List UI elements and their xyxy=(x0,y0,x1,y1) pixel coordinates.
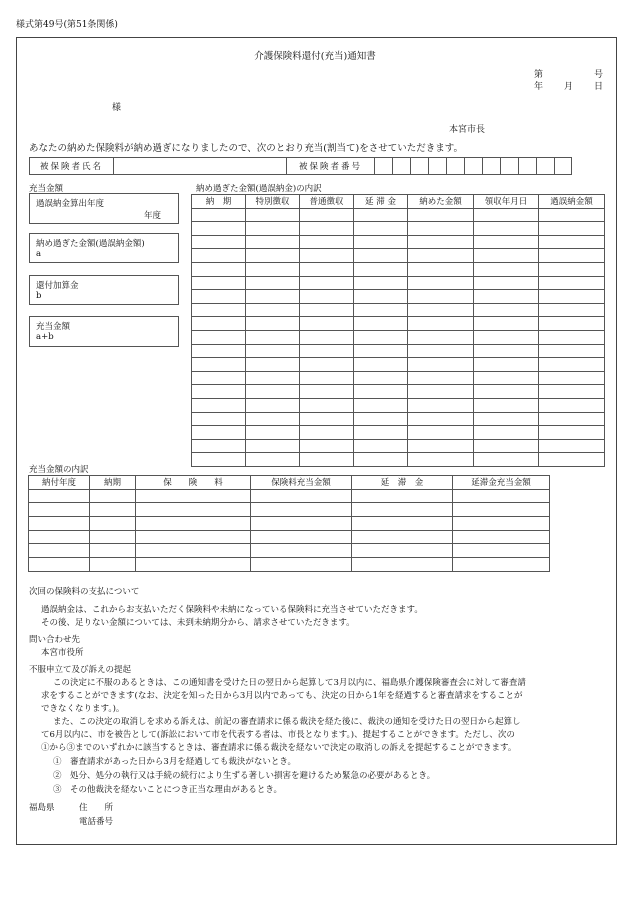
overpaid-amount-title: 納め過ぎた金額(過誤納金額) xyxy=(36,239,145,249)
table-cell[interactable] xyxy=(246,317,300,331)
table-cell[interactable] xyxy=(300,208,354,222)
table-cell[interactable] xyxy=(29,544,90,558)
table-cell[interactable] xyxy=(192,371,246,385)
table-cell[interactable] xyxy=(539,222,605,236)
table-cell[interactable] xyxy=(354,371,408,385)
table-cell[interactable] xyxy=(408,385,474,399)
insured-number-digit[interactable] xyxy=(465,158,483,175)
table-cell[interactable] xyxy=(474,344,539,358)
number-suffix: 号 xyxy=(594,70,604,80)
insured-number-digit[interactable] xyxy=(537,158,555,175)
table-row xyxy=(192,439,605,453)
table-cell[interactable] xyxy=(354,303,408,317)
appeal-item-3: ③ その他裁決を経ないことにつき正当な理由があるとき。 xyxy=(53,785,282,795)
table-row xyxy=(192,453,605,467)
overpaid-header-row xyxy=(192,195,605,209)
overpaid-breakdown-label: 納め過ぎた金額(過誤納金)の内訳 xyxy=(196,184,322,194)
table-cell[interactable] xyxy=(192,262,246,276)
table-cell[interactable] xyxy=(539,398,605,412)
column-header: 領収年月日 xyxy=(474,195,539,209)
insured-number-digit[interactable] xyxy=(429,158,447,175)
table-cell[interactable] xyxy=(192,208,246,222)
table-cell[interactable] xyxy=(354,262,408,276)
table-cell[interactable] xyxy=(352,503,453,517)
table-cell[interactable] xyxy=(539,249,605,263)
table-cell[interactable] xyxy=(408,439,474,453)
document-title: 介護保険料還付(充当)通知書 xyxy=(254,51,376,62)
overpaid-breakdown-table xyxy=(191,194,605,467)
table-cell[interactable] xyxy=(352,558,453,572)
table-cell[interactable] xyxy=(192,426,246,440)
table-row xyxy=(192,330,605,344)
table-cell[interactable] xyxy=(192,249,246,263)
overpaid-amount-box[interactable] xyxy=(29,233,179,263)
table-cell[interactable] xyxy=(90,544,136,558)
table-row xyxy=(29,544,550,558)
table-cell[interactable] xyxy=(352,530,453,544)
table-cell[interactable] xyxy=(246,235,300,249)
table-cell[interactable] xyxy=(408,249,474,263)
table-cell[interactable] xyxy=(354,426,408,440)
table-row xyxy=(192,290,605,304)
table-cell[interactable] xyxy=(246,385,300,399)
column-header: 延 滞 金 xyxy=(352,476,453,490)
table-cell[interactable] xyxy=(300,330,354,344)
column-header: 納付年度 xyxy=(29,476,90,490)
column-header: 納 期 xyxy=(192,195,246,209)
overpaid-body xyxy=(192,208,605,466)
table-cell[interactable] xyxy=(354,208,408,222)
table-cell[interactable] xyxy=(539,344,605,358)
table-cell[interactable] xyxy=(408,412,474,426)
insured-number-digit[interactable] xyxy=(375,158,393,175)
appeal-p2-line-3: ①から③までのいずれかに該当するときは、審査請求に係る裁決を経ないで決定の取消しの訴えを提起することができます。 xyxy=(41,743,517,753)
table-cell[interactable] xyxy=(354,344,408,358)
table-cell[interactable] xyxy=(192,290,246,304)
table-cell[interactable] xyxy=(474,208,539,222)
table-cell[interactable] xyxy=(354,398,408,412)
overpaid-amount-sub: a xyxy=(36,249,42,259)
table-cell[interactable] xyxy=(354,439,408,453)
table-cell[interactable] xyxy=(408,276,474,290)
table-cell[interactable] xyxy=(246,412,300,426)
allocation-body xyxy=(29,489,550,571)
table-cell[interactable] xyxy=(300,303,354,317)
table-cell[interactable] xyxy=(408,235,474,249)
table-cell[interactable] xyxy=(474,426,539,440)
table-cell[interactable] xyxy=(90,530,136,544)
table-cell[interactable] xyxy=(246,303,300,317)
table-cell[interactable] xyxy=(90,503,136,517)
table-cell[interactable] xyxy=(29,517,90,531)
allocation-breakdown-label: 充当金額の内訳 xyxy=(29,465,89,475)
calc-year-box[interactable] xyxy=(29,193,179,224)
table-cell[interactable] xyxy=(246,358,300,372)
table-cell[interactable] xyxy=(246,344,300,358)
table-cell[interactable] xyxy=(474,222,539,236)
table-cell[interactable] xyxy=(300,276,354,290)
table-row xyxy=(192,262,605,276)
table-cell[interactable] xyxy=(192,276,246,290)
table-cell[interactable] xyxy=(136,544,251,558)
table-cell[interactable] xyxy=(453,558,550,572)
column-header: 延 滞 金 xyxy=(354,195,408,209)
table-cell[interactable] xyxy=(474,276,539,290)
table-cell[interactable] xyxy=(354,222,408,236)
table-cell[interactable] xyxy=(300,290,354,304)
table-cell[interactable] xyxy=(300,398,354,412)
table-cell[interactable] xyxy=(29,558,90,572)
issuer: 本宮市長 xyxy=(449,125,486,135)
table-cell[interactable] xyxy=(251,530,352,544)
table-cell[interactable] xyxy=(251,489,352,503)
table-cell[interactable] xyxy=(246,426,300,440)
table-cell[interactable] xyxy=(246,208,300,222)
allocation-section-label: 充当金額 xyxy=(29,184,64,194)
table-row xyxy=(192,317,605,331)
notice-text: あなたの納めた保険料が納め過ぎになりましたので、次のとおり充当(割当て)をさせていただきます。 xyxy=(29,143,463,154)
table-row xyxy=(192,208,605,222)
table-cell[interactable] xyxy=(300,344,354,358)
table-cell[interactable] xyxy=(539,453,605,467)
table-cell[interactable] xyxy=(354,330,408,344)
table-cell[interactable] xyxy=(300,235,354,249)
table-cell[interactable] xyxy=(192,330,246,344)
table-cell[interactable] xyxy=(136,503,251,517)
table-cell[interactable] xyxy=(474,317,539,331)
table-row xyxy=(29,558,550,572)
column-header: 納期 xyxy=(90,476,136,490)
table-cell[interactable] xyxy=(246,290,300,304)
table-cell[interactable] xyxy=(192,398,246,412)
table-cell[interactable] xyxy=(192,303,246,317)
calc-year-unit: 年度 xyxy=(144,211,162,221)
column-header: 過誤納金額 xyxy=(539,195,605,209)
appeal-p1-line-1: この決定に不服のあるときは、この通知書を受けた日の翌日から起算して3月以内に、福島県介護保険審査会に対して審査請 xyxy=(53,678,526,688)
date-day: 日 xyxy=(594,82,604,92)
table-cell[interactable] xyxy=(90,558,136,572)
table-cell[interactable] xyxy=(474,303,539,317)
table-cell[interactable] xyxy=(246,371,300,385)
table-cell[interactable] xyxy=(300,371,354,385)
contact-heading: 問い合わせ先 xyxy=(29,635,81,645)
table-cell[interactable] xyxy=(246,330,300,344)
table-cell[interactable] xyxy=(408,344,474,358)
table-cell[interactable] xyxy=(29,489,90,503)
insured-number-digit[interactable] xyxy=(411,158,429,175)
table-row xyxy=(192,344,605,358)
table-cell[interactable] xyxy=(539,385,605,399)
table-cell[interactable] xyxy=(453,544,550,558)
insured-number-label: 被保険者番号 xyxy=(287,158,375,175)
table-cell[interactable] xyxy=(408,208,474,222)
table-cell[interactable] xyxy=(90,517,136,531)
table-cell[interactable] xyxy=(539,276,605,290)
insured-name-field[interactable] xyxy=(114,158,287,175)
footer-phone-label: 電話番号 xyxy=(79,817,114,827)
appeal-p2-line-1: また、この決定の取消しを求める訴えは、前記の審査請求に係る裁決を経た後に、裁決の通知を受けた日の翌日から起算し xyxy=(53,717,521,727)
date-year: 年 xyxy=(534,82,544,92)
table-cell[interactable] xyxy=(539,290,605,304)
table-cell[interactable] xyxy=(474,358,539,372)
table-cell[interactable] xyxy=(246,249,300,263)
column-header: 普通徴収 xyxy=(300,195,354,209)
number-prefix: 第 xyxy=(534,70,544,80)
table-cell[interactable] xyxy=(300,439,354,453)
table-cell[interactable] xyxy=(251,558,352,572)
table-cell[interactable] xyxy=(300,453,354,467)
table-cell[interactable] xyxy=(246,222,300,236)
table-cell[interactable] xyxy=(300,262,354,276)
next-payment-line-2: その後、足りない金額については、未到未納期分から、請求させていただきます。 xyxy=(41,618,355,628)
refund-addition-box[interactable] xyxy=(29,275,179,305)
table-cell[interactable] xyxy=(300,385,354,399)
allocation-amount-box[interactable] xyxy=(29,316,179,347)
table-cell[interactable] xyxy=(192,439,246,453)
table-cell[interactable] xyxy=(408,262,474,276)
table-cell[interactable] xyxy=(300,317,354,331)
table-row xyxy=(192,385,605,399)
table-cell[interactable] xyxy=(408,453,474,467)
table-cell[interactable] xyxy=(453,489,550,503)
table-cell[interactable] xyxy=(300,249,354,263)
column-header: 延滞金充当金額 xyxy=(453,476,550,490)
refund-addition-title: 還付加算金 xyxy=(36,281,79,291)
allocation-amount-title: 充当金額 xyxy=(36,322,71,332)
next-payment-line-1: 過誤納金は、これからお支払いただく保険料や未納になっている保険料に充当させていただきます。 xyxy=(41,605,423,615)
table-row xyxy=(192,358,605,372)
table-cell[interactable] xyxy=(474,398,539,412)
table-cell[interactable] xyxy=(453,530,550,544)
table-cell[interactable] xyxy=(453,503,550,517)
insured-number-digit[interactable] xyxy=(393,158,411,175)
table-cell[interactable] xyxy=(300,222,354,236)
table-cell[interactable] xyxy=(408,222,474,236)
appeal-p1-line-2: 求をすることができます(なお、決定を知った日から3月以内であっても、決定の日から1年を経過すると審査請求をすることが xyxy=(41,691,523,701)
table-cell[interactable] xyxy=(539,439,605,453)
allocation-breakdown-table xyxy=(28,475,550,572)
footer-prefecture: 福島県 xyxy=(29,803,55,813)
table-cell[interactable] xyxy=(453,517,550,531)
table-cell[interactable] xyxy=(300,426,354,440)
table-cell[interactable] xyxy=(408,358,474,372)
table-cell[interactable] xyxy=(352,489,453,503)
refund-addition-sub: b xyxy=(36,291,42,301)
table-cell[interactable] xyxy=(29,530,90,544)
table-cell[interactable] xyxy=(354,385,408,399)
table-cell[interactable] xyxy=(539,330,605,344)
table-row xyxy=(29,489,550,503)
table-cell[interactable] xyxy=(352,517,453,531)
table-cell[interactable] xyxy=(539,262,605,276)
table-cell[interactable] xyxy=(474,371,539,385)
insured-number-digit[interactable] xyxy=(501,158,519,175)
table-cell[interactable] xyxy=(354,453,408,467)
table-cell[interactable] xyxy=(539,371,605,385)
appeal-item-1: ① 審査請求があった日から3月を経過しても裁決がないとき。 xyxy=(53,757,296,767)
table-cell[interactable] xyxy=(192,412,246,426)
column-header: 納めた金額 xyxy=(408,195,474,209)
table-cell[interactable] xyxy=(539,358,605,372)
table-cell[interactable] xyxy=(29,503,90,517)
table-cell[interactable] xyxy=(408,330,474,344)
table-cell[interactable] xyxy=(539,317,605,331)
table-cell[interactable] xyxy=(246,453,300,467)
table-cell[interactable] xyxy=(539,426,605,440)
table-cell[interactable] xyxy=(474,453,539,467)
table-cell[interactable] xyxy=(246,398,300,412)
table-cell[interactable] xyxy=(408,426,474,440)
column-header: 保 険 料 xyxy=(136,476,251,490)
table-cell[interactable] xyxy=(408,398,474,412)
table-cell[interactable] xyxy=(352,544,453,558)
insured-identity-table xyxy=(29,157,572,175)
table-cell[interactable] xyxy=(474,235,539,249)
table-cell[interactable] xyxy=(136,489,251,503)
table-cell[interactable] xyxy=(192,358,246,372)
table-cell[interactable] xyxy=(192,235,246,249)
table-cell[interactable] xyxy=(136,558,251,572)
table-row xyxy=(29,517,550,531)
table-cell[interactable] xyxy=(539,208,605,222)
table-cell[interactable] xyxy=(354,249,408,263)
appeal-p1-line-3: できなくなります。)。 xyxy=(41,704,125,714)
column-header: 特別徴収 xyxy=(246,195,300,209)
table-row xyxy=(192,398,605,412)
table-row xyxy=(192,235,605,249)
table-cell[interactable] xyxy=(354,317,408,331)
insured-number-spare[interactable] xyxy=(555,158,572,175)
table-cell[interactable] xyxy=(246,439,300,453)
table-cell[interactable] xyxy=(251,503,352,517)
table-cell[interactable] xyxy=(90,489,136,503)
table-row xyxy=(192,222,605,236)
appeal-p2-line-2: て6月以内に、市を被告として(訴訟において市を代表する者は、市長となります。)、提起することができます。ただし、次の xyxy=(41,730,515,740)
table-cell[interactable] xyxy=(192,344,246,358)
table-cell[interactable] xyxy=(474,249,539,263)
table-cell[interactable] xyxy=(192,385,246,399)
table-cell[interactable] xyxy=(192,453,246,467)
table-cell[interactable] xyxy=(408,371,474,385)
table-cell[interactable] xyxy=(354,290,408,304)
table-cell[interactable] xyxy=(354,358,408,372)
table-row xyxy=(192,303,605,317)
column-header: 保険料充当金額 xyxy=(251,476,352,490)
table-cell[interactable] xyxy=(408,317,474,331)
table-cell[interactable] xyxy=(136,517,251,531)
table-cell[interactable] xyxy=(474,439,539,453)
allocation-amount-sub: a+b xyxy=(36,332,54,342)
footer-address-label: 住 所 xyxy=(79,803,114,813)
contact-office: 本宮市役所 xyxy=(41,648,84,658)
insured-number-digit[interactable] xyxy=(447,158,465,175)
table-cell[interactable] xyxy=(539,235,605,249)
table-cell[interactable] xyxy=(539,303,605,317)
table-cell[interactable] xyxy=(408,303,474,317)
table-row xyxy=(29,530,550,544)
table-cell[interactable] xyxy=(136,530,251,544)
table-row xyxy=(29,503,550,517)
table-cell[interactable] xyxy=(539,412,605,426)
table-cell[interactable] xyxy=(251,517,352,531)
table-row xyxy=(192,426,605,440)
table-cell[interactable] xyxy=(474,330,539,344)
table-row xyxy=(192,371,605,385)
table-cell[interactable] xyxy=(474,385,539,399)
table-cell[interactable] xyxy=(354,412,408,426)
table-cell[interactable] xyxy=(246,276,300,290)
table-cell[interactable] xyxy=(246,262,300,276)
table-cell[interactable] xyxy=(354,276,408,290)
next-payment-heading: 次回の保険料の支払について xyxy=(29,587,140,597)
table-cell[interactable] xyxy=(192,317,246,331)
table-cell[interactable] xyxy=(474,262,539,276)
table-cell[interactable] xyxy=(474,290,539,304)
appeal-item-2: ② 処分、処分の執行又は手続の続行により生ずる著しい損害を避けるため緊急の必要があるとき。 xyxy=(53,771,436,781)
table-cell[interactable] xyxy=(192,222,246,236)
table-cell[interactable] xyxy=(251,544,352,558)
calc-year-title: 過誤納金算出年度 xyxy=(36,199,105,209)
table-row xyxy=(192,276,605,290)
insured-number-digit[interactable] xyxy=(483,158,501,175)
table-cell[interactable] xyxy=(474,412,539,426)
table-row xyxy=(192,412,605,426)
allocation-header-row xyxy=(29,476,550,490)
form-number: 様式第49号(第51条関係) xyxy=(16,20,118,30)
insured-name-label: 被保険者氏名 xyxy=(30,158,114,175)
table-cell[interactable] xyxy=(408,290,474,304)
date-month: 月 xyxy=(564,82,574,92)
table-cell[interactable] xyxy=(300,412,354,426)
table-cell[interactable] xyxy=(354,235,408,249)
table-cell[interactable] xyxy=(300,358,354,372)
addressee-honorific: 様 xyxy=(112,103,122,113)
appeal-heading: 不服申立て及び訴えの提起 xyxy=(29,665,132,675)
table-row xyxy=(192,249,605,263)
insured-number-digit[interactable] xyxy=(519,158,537,175)
